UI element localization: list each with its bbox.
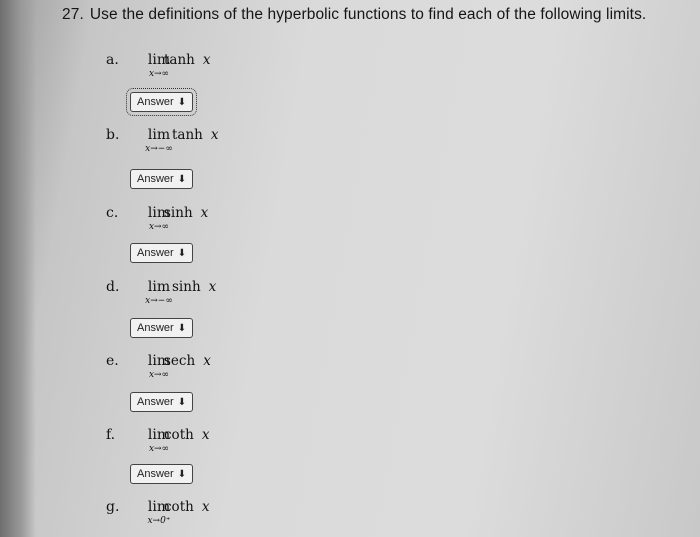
function-expression: coth x (164, 427, 210, 443)
arrow-down-icon: ⬇ (177, 174, 187, 185)
limit-expression: lim x→−∞ (136, 127, 182, 154)
answer-button-f[interactable]: Answer ⬇ (130, 464, 193, 484)
limit-subscript: x→∞ (148, 69, 170, 79)
arrow-down-icon: ⬇ (177, 469, 187, 480)
arrow-down-icon: ⬇ (177, 397, 187, 408)
problem-heading (62, 6, 646, 24)
part-letter: g. (106, 499, 120, 515)
limit-expression: lim x→0⁺ (136, 499, 182, 526)
problem-instructions: Use the definitions of the hyperbolic functions to find each of the following limits. (89, 6, 647, 23)
function-expression: sinh x (164, 205, 209, 221)
part-letter: b. (106, 127, 120, 143)
page-edge-shadow (0, 0, 36, 537)
answer-button-c[interactable]: Answer ⬇ (130, 243, 193, 263)
function-expression: tanh x (172, 127, 219, 143)
limit-expression: lim x→−∞ (136, 279, 182, 306)
problem-number: 27. (62, 6, 84, 23)
part-letter: f. (106, 427, 116, 443)
function-expression: sinh x (172, 279, 217, 295)
arrow-down-icon: ⬇ (177, 97, 187, 108)
answer-button-a[interactable]: Answer ⬇ (130, 92, 193, 112)
limit-expression: lim x→∞ (136, 427, 182, 454)
function-expression: coth x (164, 499, 210, 515)
arrow-down-icon: ⬇ (177, 248, 187, 259)
limit-subscript: x→−∞ (145, 296, 173, 306)
limit-subscript: x→0⁺ (147, 516, 171, 526)
part-letter: a. (106, 52, 119, 68)
answer-button-d[interactable]: Answer ⬇ (130, 318, 193, 338)
function-expression: tanh x (164, 52, 211, 68)
limit-subscript: x→−∞ (145, 144, 173, 154)
limit-subscript: x→∞ (148, 222, 170, 232)
function-expression: sech x (164, 353, 211, 369)
limit-subscript: x→∞ (148, 444, 170, 454)
part-letter: d. (106, 279, 120, 295)
limit-expression: lim x→∞ (136, 205, 182, 232)
limit-expression: lim x→∞ (136, 353, 182, 380)
part-letter: e. (106, 353, 119, 369)
answer-button-b[interactable]: Answer ⬇ (130, 169, 193, 189)
answer-button-e[interactable]: Answer ⬇ (130, 392, 193, 412)
limit-expression: lim x→∞ (136, 52, 182, 79)
arrow-down-icon: ⬇ (177, 323, 187, 334)
part-letter: c. (106, 205, 119, 221)
limit-subscript: x→∞ (148, 370, 170, 380)
